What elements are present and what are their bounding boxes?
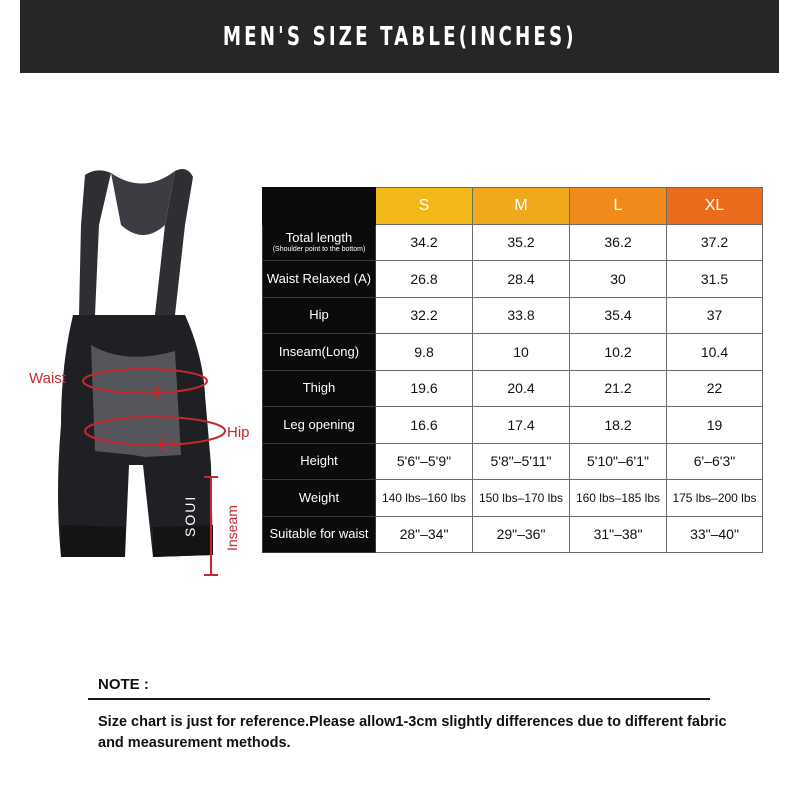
size-header-row <box>263 188 763 225</box>
table-cell: 31"–38" <box>570 516 667 553</box>
row-label-total-length <box>263 224 376 261</box>
table-row <box>263 370 763 407</box>
table-cell: 29"–36" <box>473 516 570 553</box>
table-cell: 5'8"–5'11" <box>473 443 570 480</box>
table-row <box>263 334 763 371</box>
row-label-leg-opening: Leg opening <box>263 407 376 444</box>
inseam-label: Inseam <box>224 505 240 551</box>
row-label-suitable-waist: Suitable for waist <box>263 516 376 553</box>
table-cell: 33"–40" <box>667 516 763 553</box>
table-row <box>263 261 763 298</box>
note-text: Size chart is just for reference.Please allow1-3cm slightly differences due to different fabric and measurement methods. <box>98 714 727 751</box>
size-header-xl: XL <box>667 188 763 225</box>
left-strap <box>79 170 111 315</box>
size-table <box>262 187 763 553</box>
waist-label: Waist <box>29 370 66 387</box>
bib-shorts-illustration <box>25 165 265 595</box>
table-cell: 10 <box>473 334 570 371</box>
note-divider <box>88 698 710 700</box>
table-row <box>263 480 763 517</box>
table-cell: 31.5 <box>667 261 763 298</box>
brand-text: SOUI <box>182 494 198 537</box>
table-cell: 160 lbs–185 lbs <box>570 480 667 517</box>
table-cell: 140 lbs–160 lbs <box>376 480 473 517</box>
table-row <box>263 224 763 261</box>
row-label-waist-relaxed: Waist Relaxed (A) <box>263 261 376 298</box>
table-cell: 34.2 <box>376 224 473 261</box>
table-cell: 35.4 <box>570 297 667 334</box>
row-label-inseam: Inseam(Long) <box>263 334 376 371</box>
table-cell: 20.4 <box>473 370 570 407</box>
table-cell: 33.8 <box>473 297 570 334</box>
table-row <box>263 443 763 480</box>
table-cell: 19 <box>667 407 763 444</box>
table-cell: 6'–6'3" <box>667 443 763 480</box>
table-cell: 175 lbs–200 lbs <box>667 480 763 517</box>
table-cell: 22 <box>667 370 763 407</box>
table-cell: 37 <box>667 297 763 334</box>
table-cell: 30 <box>570 261 667 298</box>
row-label-subtext: (Shoulder point to the bottom) <box>272 246 366 254</box>
table-row <box>263 297 763 334</box>
size-header-s: S <box>376 188 473 225</box>
table-cell: 37.2 <box>667 224 763 261</box>
row-label-hip: Hip <box>263 297 376 334</box>
table-cell: 5'10"–6'1" <box>570 443 667 480</box>
table-cell: 28.4 <box>473 261 570 298</box>
table-cell: 16.6 <box>376 407 473 444</box>
table-cell: 26.8 <box>376 261 473 298</box>
table-cell: 9.8 <box>376 334 473 371</box>
table-corner <box>263 188 376 225</box>
note-title: NOTE : <box>98 676 149 693</box>
table-cell: 21.2 <box>570 370 667 407</box>
row-label-thigh: Thigh <box>263 370 376 407</box>
table-cell: 18.2 <box>570 407 667 444</box>
table-cell: 5'6"–5'9" <box>376 443 473 480</box>
table-row <box>263 516 763 553</box>
row-label-text: Total length <box>285 229 353 245</box>
table-cell: 19.6 <box>376 370 473 407</box>
table-cell: 10.2 <box>570 334 667 371</box>
hip-label: Hip <box>227 424 250 441</box>
table-cell: 35.2 <box>473 224 570 261</box>
size-header-m: M <box>473 188 570 225</box>
table-cell: 150 lbs–170 lbs <box>473 480 570 517</box>
size-header-l: L <box>570 188 667 225</box>
row-label-height: Height <box>263 443 376 480</box>
row-label-weight: Weight <box>263 480 376 517</box>
table-cell: 10.4 <box>667 334 763 371</box>
page-title: MEN'S SIZE TABLE(INCHES) <box>222 21 577 52</box>
table-cell: 28"–34" <box>376 516 473 553</box>
table-cell: 32.2 <box>376 297 473 334</box>
title-banner <box>20 0 779 73</box>
table-cell: 17.4 <box>473 407 570 444</box>
table-row <box>263 407 763 444</box>
table-cell: 36.2 <box>570 224 667 261</box>
